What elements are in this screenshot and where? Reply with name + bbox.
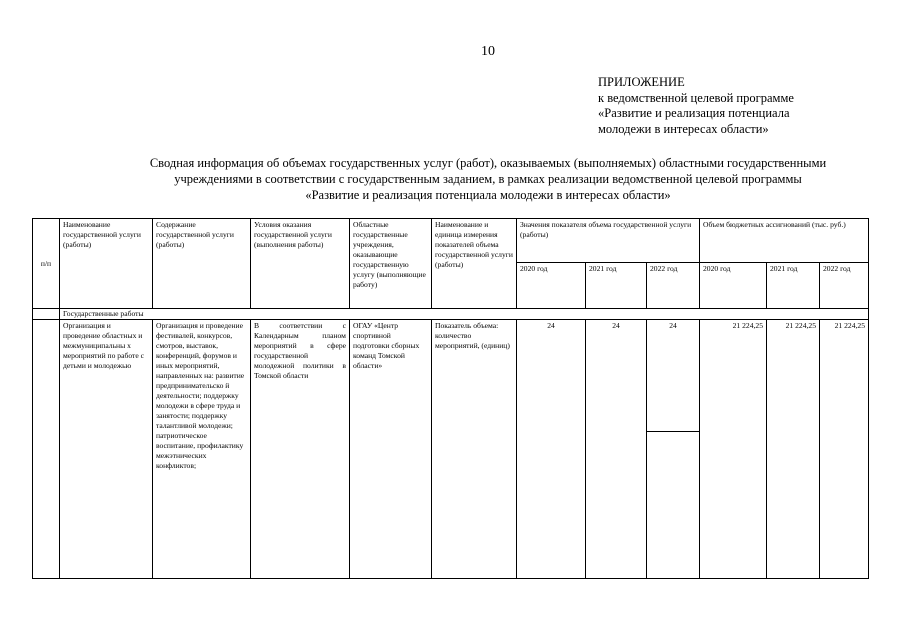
row-conditions: В соответствии с Календарным планом мероприятий в сфере государственной молодежной политики в Томской области: [251, 320, 350, 579]
header-year-2022: 2022 год: [647, 263, 700, 309]
row-num: [33, 320, 60, 579]
header-budget-year-2022: 2022 год: [820, 263, 869, 309]
row-budget-2020: 21 224,25: [700, 320, 767, 579]
header-service-content: Содержание государственной услуги (работы): [153, 219, 251, 309]
row-value-2022-empty: [647, 432, 700, 579]
header-institutions: Областные государственные учреждения, оказывающие государственную услугу (выполняющие работу): [350, 219, 432, 309]
row-indicator: Показатель объема: количество мероприятий, (единиц): [432, 320, 517, 579]
title-line: Сводная информация об объемах государственных услуг (работ), оказываемых (выполняемых) областными государственными: [149, 156, 827, 170]
row-service-name: Организация и проведение областных и межмуниципальны х мероприятий по работе с детьми и молодежью: [60, 320, 153, 579]
header-service-name: Наименование государственной услуги (работы): [60, 219, 153, 309]
page-number: 10: [481, 44, 495, 59]
table-row: [33, 320, 869, 432]
row-budget-2021: 21 224,25: [767, 320, 820, 579]
document-title: [88, 155, 888, 203]
section-num-cell: [33, 309, 60, 320]
appendix-line: к ведомственной целевой программе: [598, 90, 794, 105]
appendix-line: «Развитие и реализация потенциала: [598, 106, 790, 120]
title-line: «Развитие и реализация потенциала молодежи в интересах области»: [305, 188, 671, 202]
header-num: п/п: [33, 219, 60, 309]
title-line: учреждениями в соответствии с государственным заданием, в рамках реализации ведомственной целевой программы: [174, 172, 802, 186]
appendix-line: ПРИЛОЖЕНИЕ: [598, 75, 685, 89]
header-year-2020: 2020 год: [517, 263, 586, 309]
row-value-2020: 24: [517, 320, 586, 579]
header-budget: Объем бюджетных ассигнований (тыс. руб.): [700, 219, 869, 263]
header-indicator: Наименование и единица измерения показателей объема государственной услуги (работы): [432, 219, 517, 309]
section-label: Государственные работы: [60, 309, 869, 320]
header-year-2021: 2021 год: [586, 263, 647, 309]
row-budget-2022: 21 224,25: [820, 320, 869, 579]
header-budget-year-2020: 2020 год: [700, 263, 767, 309]
header-volume-values: Значения показателя объема государственной услуги (работы): [517, 219, 700, 263]
header-conditions: Условия оказания государственной услуги (выполнения работы): [251, 219, 350, 309]
appendix-line: молодежи в интересах области»: [598, 121, 769, 136]
appendix-note: [598, 75, 794, 137]
row-value-2021: 24: [586, 320, 647, 579]
header-row: [33, 219, 869, 263]
header-budget-year-2021: 2021 год: [767, 263, 820, 309]
section-row: [33, 309, 869, 320]
row-service-content: Организация и проведение фестивалей, конкурсов, смотров, выставок, конференций, форумов и иных мероприятий, направленных на: развитие предпринимательско й деятельности; поддержку молодежи в сфере труда и занятости; поддержку талантливой молодежи; патриотическое воспитание, профилактику межэтнических конфликтов;: [153, 320, 251, 579]
row-institution: ОГАУ «Центр спортивной подготовки сборных команд Томской области»: [350, 320, 432, 579]
row-value-2022: 24: [647, 320, 700, 432]
summary-table: [32, 218, 869, 579]
